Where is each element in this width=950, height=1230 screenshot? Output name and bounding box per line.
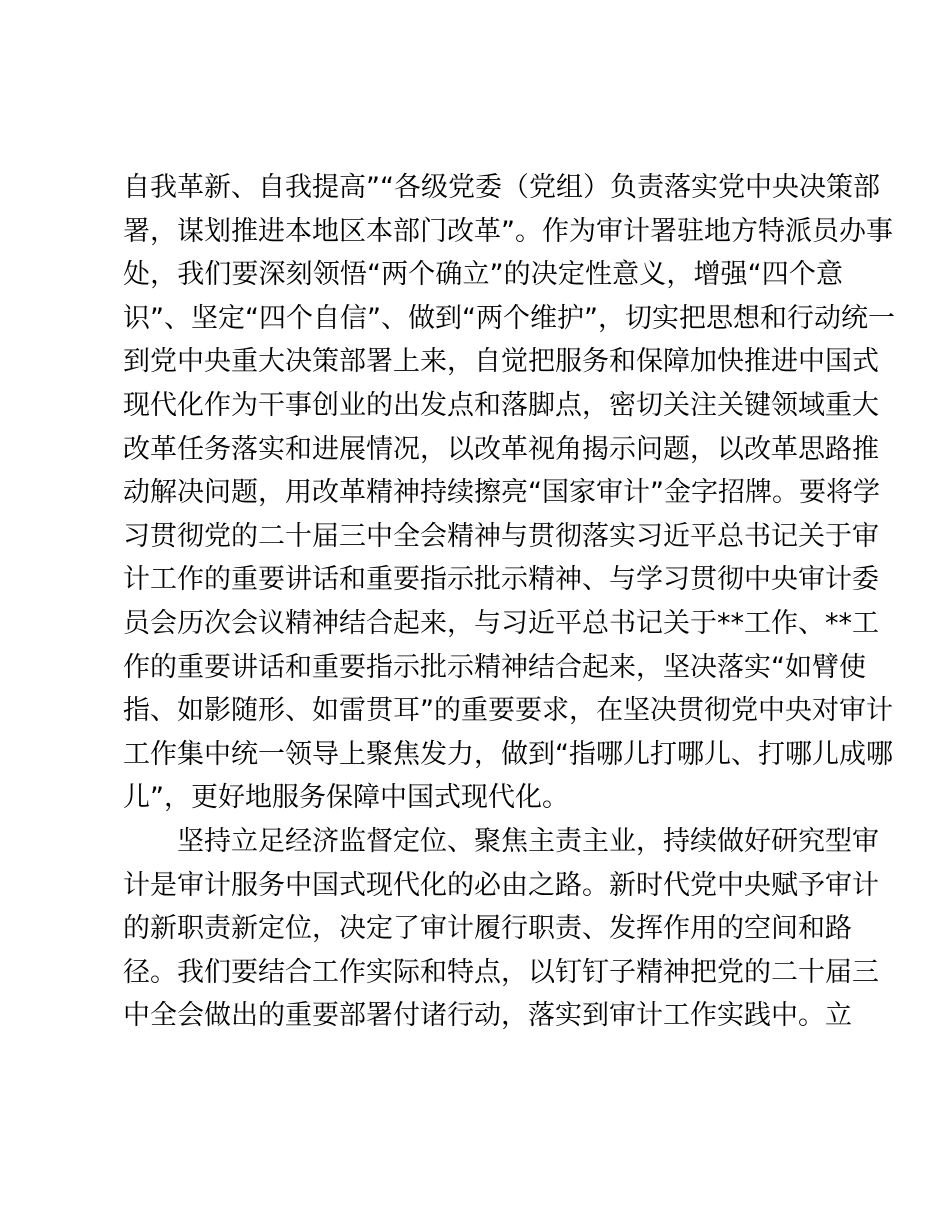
- paragraph-first-line: 坚持立足经济监督定位、聚焦主责主业，持续做好研究型审: [177, 825, 879, 857]
- text-line: 处，我们要深刻领悟“两个确立”的决定性意义，增强“四个意: [123, 259, 843, 291]
- text-line: 作的重要讲话和重要指示批示精神结合起来，坚决落实“如臂使: [123, 651, 866, 683]
- text-line: 计工作的重要讲话和重要指示批示精神、与学习贯彻中央审计委: [123, 564, 879, 596]
- text-line: 改革任务落实和进展情况，以改革视角揭示问题，以改革思路推: [123, 433, 879, 465]
- text-line: 员会历次会议精神结合起来，与习近平总书记关于**工作、**工: [123, 607, 879, 639]
- text-line: 的新职责新定位，决定了审计履行职责、发挥作用的空间和路: [123, 913, 852, 945]
- text-line: 动解决问题，用改革精神持续擦亮“国家审计”金字招牌。要将学: [123, 477, 880, 509]
- text-line: 现代化作为干事创业的出发点和落脚点，密切关注关键领域重大: [123, 389, 879, 421]
- text-line: 工作集中统一领导上聚焦发力，做到“指哪儿打哪儿、打哪儿成哪: [123, 738, 893, 770]
- text-line: 署，谋划推进本地区本部门改革”。作为审计署驻地方特派员办事: [123, 215, 893, 247]
- text-line: 自我革新、自我提高”“各级党委（党组）负责落实党中央决策部: [123, 172, 880, 203]
- text-line: 儿”，更好地服务保障中国式现代化。: [123, 782, 569, 814]
- text-line: 计是审计服务中国式现代化的必由之路。新时代党中央赋予审计: [123, 869, 879, 901]
- text-line: 径。我们要结合工作实际和特点，以钉钉子精神把党的二十届三: [123, 956, 879, 988]
- document-body: [123, 166, 895, 1038]
- text-line: 指、如影随形、如雷贯耳”的重要要求，在坚决贯彻党中央对审计: [123, 695, 893, 727]
- text-line: 中全会做出的重要部署付诸行动，落实到审计工作实践中。立: [123, 1000, 852, 1032]
- text-line: 识”、坚定“四个自信”、做到“两个维护”，切实把思想和行动统一: [123, 302, 895, 334]
- text-line: 习贯彻党的二十届三中全会精神与贯彻落实习近平总书记关于审: [123, 520, 879, 552]
- text-line: 到党中央重大决策部署上来，自觉把服务和保障加快推进中国式: [123, 346, 879, 378]
